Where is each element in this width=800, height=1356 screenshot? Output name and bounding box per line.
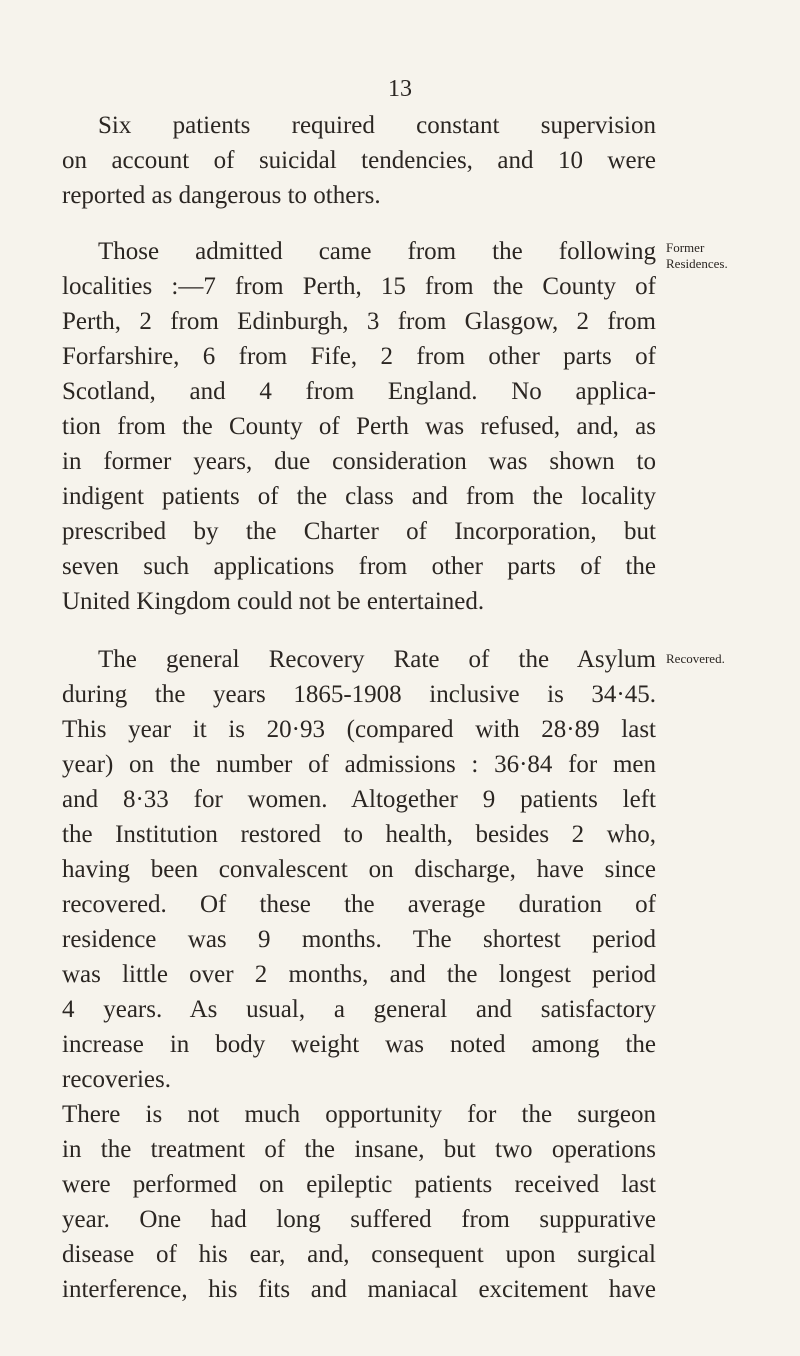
text-line: during the years 1865-1908 inclusive is 34·45. xyxy=(62,681,656,708)
text-line: in former years, due consideration was shown to xyxy=(62,448,656,475)
text-line: and 8·33 for women. Altogether 9 patients left xyxy=(62,786,656,813)
text-line: indigent patients of the class and from the locality xyxy=(62,483,656,510)
text-line: residence was 9 months. The shortest period xyxy=(62,926,656,953)
text-line: United Kingdom could not be entertained. xyxy=(62,588,485,615)
text-line: This year it is 20·93 (compared with 28·89 last xyxy=(62,716,656,743)
text-line: prescribed by the Charter of Incorporation, but xyxy=(62,518,656,545)
margin-note-former-residences xyxy=(666,240,796,272)
text-line: interference, his fits and maniacal excitement have xyxy=(62,1276,656,1303)
margin-note-line: Residences. xyxy=(666,256,728,271)
paragraph-recovery-rate xyxy=(62,642,656,1097)
text-line: Forfarshire, 6 from Fife, 2 from other parts of xyxy=(62,343,656,370)
text-line: Six patients required constant supervision xyxy=(98,112,656,139)
paragraph-localities xyxy=(62,234,656,619)
text-line: There is not much opportunity for the surgeon xyxy=(62,1101,656,1128)
paragraph-surgery xyxy=(62,1097,656,1307)
paragraph-suicidal-supervision xyxy=(62,108,656,213)
text-line: localities :—7 from Perth, 15 from the County of xyxy=(62,273,656,300)
text-line: the Institution restored to health, besides 2 who, xyxy=(62,821,656,848)
text-line: tion from the County of Perth was refused, and, as xyxy=(62,413,656,440)
text-line: on account of suicidal tendencies, and 10 were xyxy=(62,147,656,174)
text-line: The general Recovery Rate of the Asylum xyxy=(98,646,656,673)
text-line: seven such applications from other parts of the xyxy=(62,553,656,580)
page-number: 13 xyxy=(388,76,412,102)
text-line: increase in body weight was noted among the xyxy=(62,1031,656,1058)
text-line: year) on the number of admissions : 36·84 for men xyxy=(62,751,656,778)
text-line: recovered. Of these the average duration of xyxy=(62,891,656,918)
text-line: disease of his ear, and, consequent upon surgical xyxy=(62,1241,656,1268)
text-line: Those admitted came from the following xyxy=(98,238,656,265)
text-line: were performed on epileptic patients received last xyxy=(62,1171,656,1198)
text-line: Scotland, and 4 from England. No applica- xyxy=(62,378,656,405)
text-line: recoveries. xyxy=(62,1066,171,1093)
margin-note-recovered: Recovered. xyxy=(666,651,725,666)
text-line: Perth, 2 from Edinburgh, 3 from Glasgow, 2 from xyxy=(62,308,656,335)
text-line: was little over 2 months, and the longest period xyxy=(62,961,656,988)
text-line: in the treatment of the insane, but two operations xyxy=(62,1136,656,1163)
margin-note-line: Former xyxy=(666,240,705,255)
text-line: having been convalescent on discharge, have since xyxy=(62,856,656,883)
text-line: reported as dangerous to others. xyxy=(62,182,381,209)
text-line: 4 years. As usual, a general and satisfactory xyxy=(62,996,656,1023)
text-line: year. One had long suffered from suppurative xyxy=(62,1206,656,1233)
